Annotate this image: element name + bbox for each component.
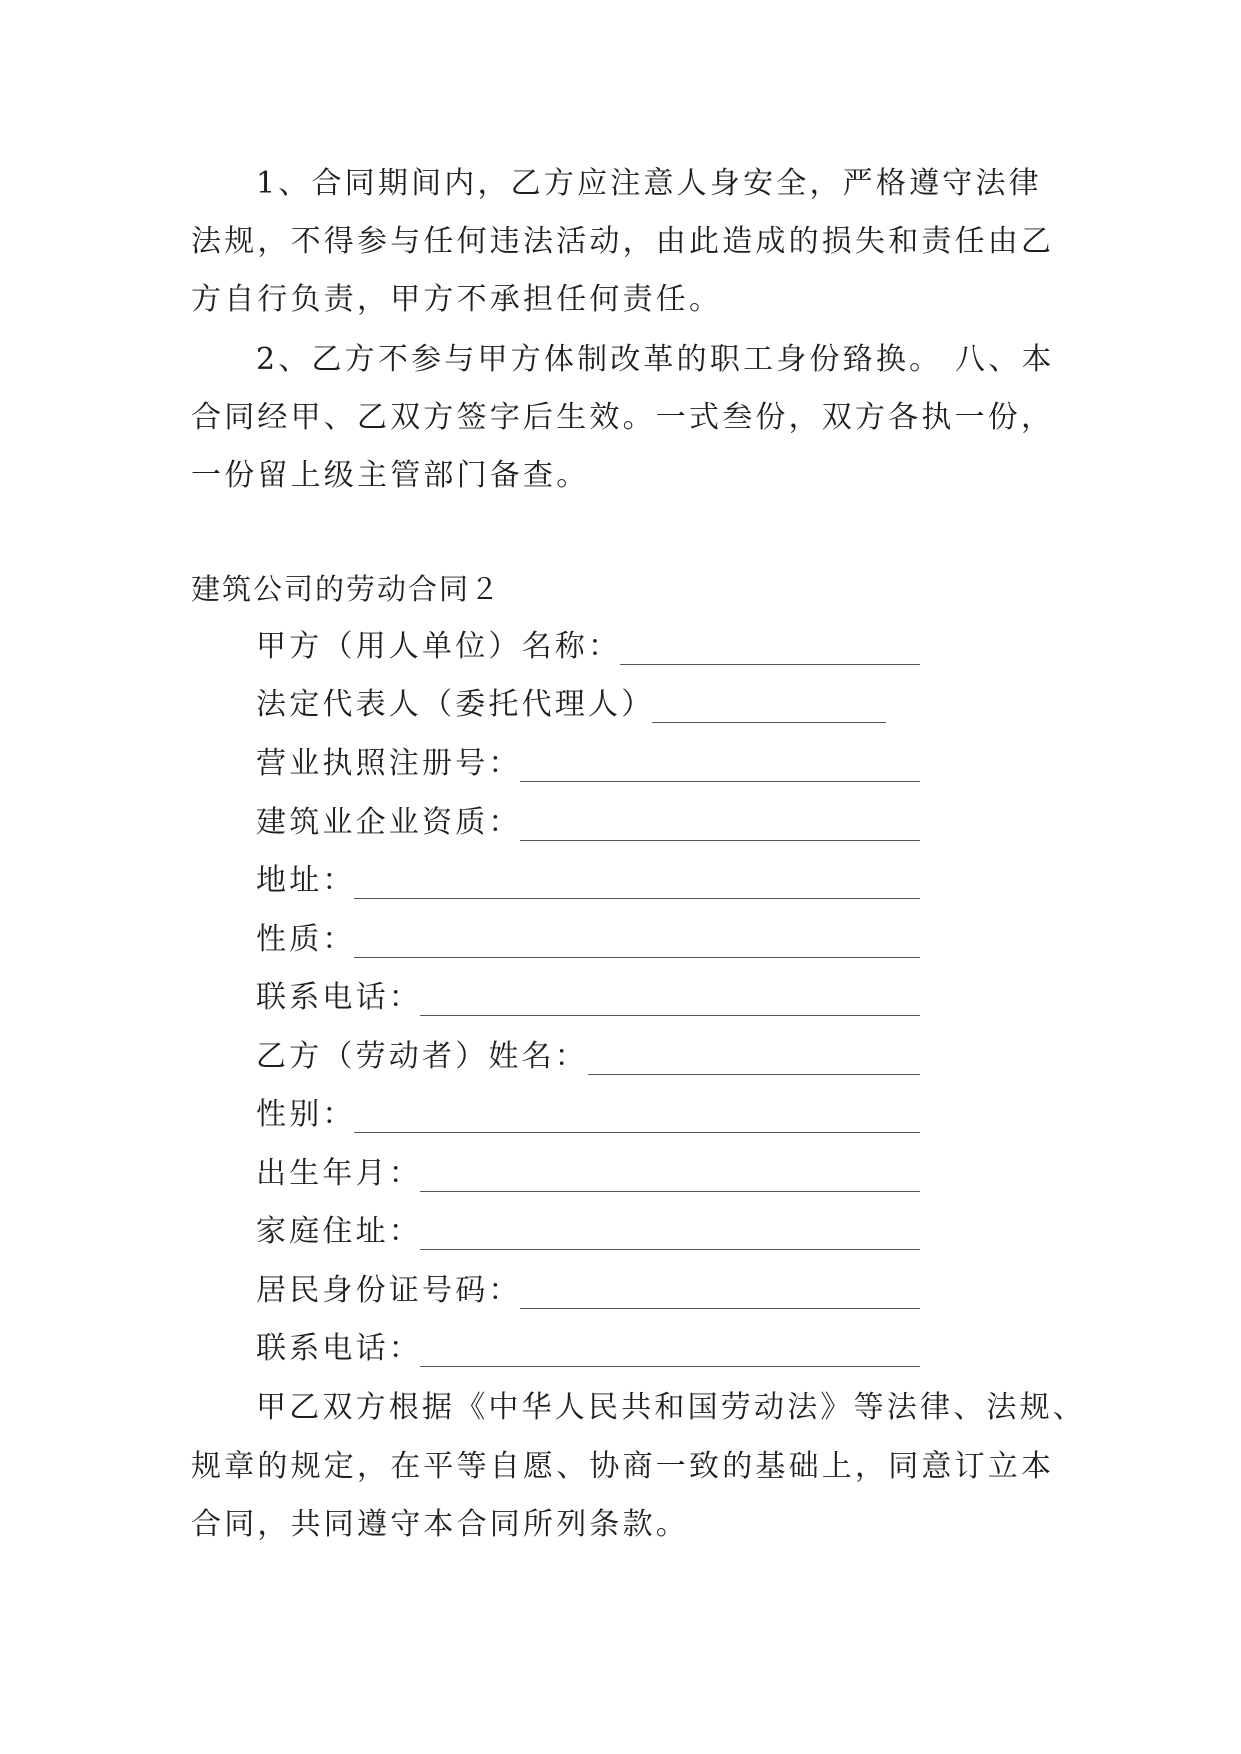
field-label-employer-phone: 联系电话： — [256, 980, 422, 1015]
field-label-id-number: 居民身份证号码： — [256, 1273, 522, 1308]
field-label-home-address: 家庭住址： — [256, 1214, 422, 1249]
paragraph-1-line-3: 方自行负责，甲方不承担任何责任。 — [191, 282, 723, 317]
section-title: 建筑公司的劳动合同２ — [191, 572, 502, 606]
field-label-employer-name: 甲方（用人单位）名称： — [256, 629, 622, 664]
field-label-employee-phone: 联系电话： — [256, 1331, 422, 1366]
field-label-legal-representative: 法定代表人（委托代理人） — [256, 687, 655, 722]
field-blank-legal-representative[interactable] — [652, 722, 886, 723]
field-blank-employer-name[interactable] — [620, 664, 920, 665]
field-label-birth-date: 出生年月： — [256, 1156, 422, 1191]
field-blank-birth-date[interactable] — [420, 1191, 920, 1192]
paragraph-1-line-2: 法规，不得参与任何违法活动，由此造成的损失和责任由乙 — [191, 224, 1055, 259]
field-blank-gender[interactable] — [354, 1132, 920, 1133]
field-blank-id-number[interactable] — [520, 1308, 920, 1309]
paragraph-3-line-1: 甲乙双方根据《中华人民共和国劳动法》等法律、法规、 — [256, 1390, 1086, 1425]
field-label-nature: 性质： — [256, 922, 356, 957]
field-blank-home-address[interactable] — [420, 1249, 920, 1250]
field-blank-employee-name[interactable] — [588, 1074, 920, 1075]
field-blank-address[interactable] — [354, 898, 920, 899]
field-blank-employee-phone[interactable] — [420, 1366, 920, 1367]
field-blank-employer-phone[interactable] — [420, 1015, 920, 1016]
field-label-address: 地址： — [256, 863, 356, 898]
field-blank-qualification[interactable] — [520, 840, 920, 841]
field-blank-nature[interactable] — [354, 957, 920, 958]
field-label-employee-name: 乙方（劳动者）姓名： — [256, 1039, 588, 1074]
field-blank-license-number[interactable] — [520, 781, 920, 782]
field-label-license-number: 营业执照注册号： — [256, 746, 522, 781]
paragraph-3-line-3: 合同，共同遵守本合同所列条款。 — [191, 1507, 689, 1542]
paragraph-2-line-3: 一份留上级主管部门备查。 — [191, 458, 590, 493]
paragraph-3-line-2: 规章的规定，在平等自愿、协商一致的基础上，同意订立本 — [191, 1449, 1055, 1484]
field-label-gender: 性别： — [256, 1097, 356, 1132]
paragraph-2-line-1: 2、乙方不参与甲方体制改革的职工身份臵换。 八、本 — [256, 342, 1055, 377]
paragraph-2-line-2: 合同经甲、乙双方签字后生效。一式叁份，双方各执一份， — [191, 400, 1055, 435]
field-label-qualification: 建筑业企业资质： — [256, 805, 522, 840]
paragraph-1-line-1: 1、合同期间内，乙方应注意人身安全，严格遵守法律 — [256, 166, 1042, 201]
